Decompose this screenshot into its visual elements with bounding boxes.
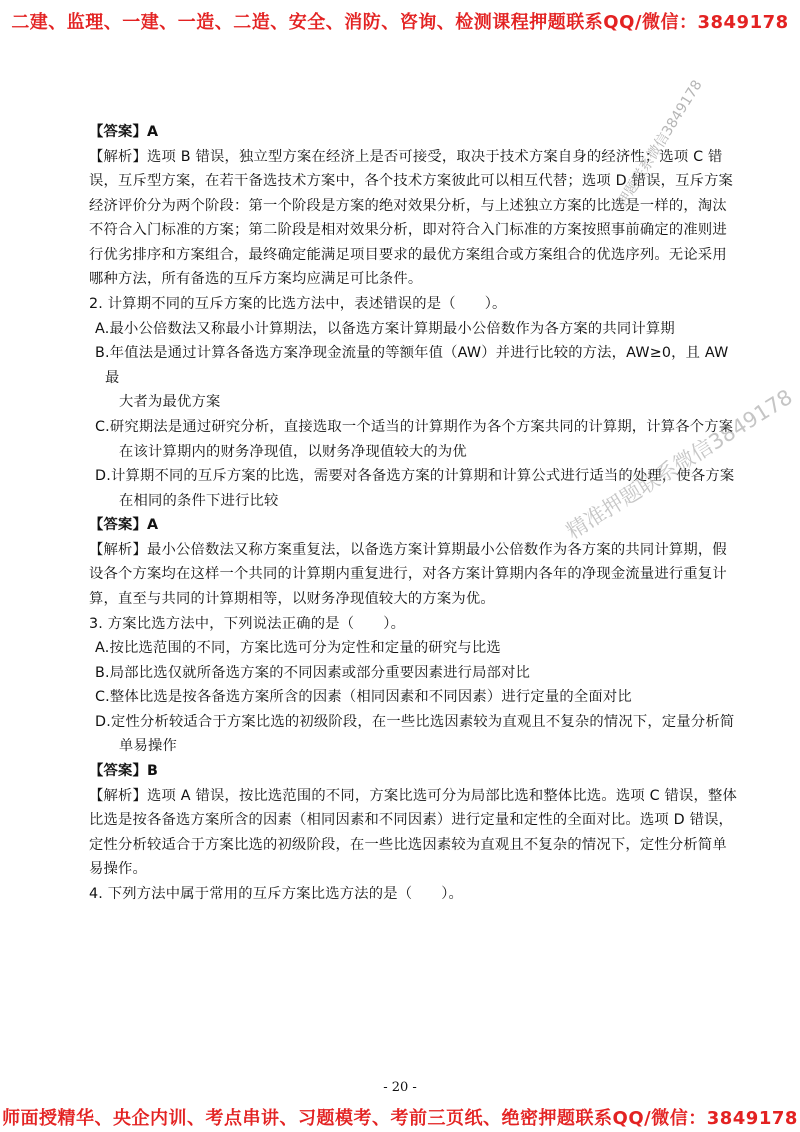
question-4: 4. 下列方法中属于常用的互斥方案比选方法的是（ ）。 (89, 885, 464, 902)
bottom-banner: 师面授精华、央企内训、考点串讲、习题模考、考前三页纸、绝密押题联系QQ/微信：3849178 (2, 1108, 798, 1129)
q3-option-d-line-2: 单易操作 (119, 738, 177, 755)
option-b-line-1: B.年值法是通过计算各备选方案净现金流量的等额年值（AW）并进行比较的方法，AW≥0，且 AW 最 (95, 345, 729, 386)
option-b-line-2: 大者为最优方案 (119, 394, 221, 411)
option-c-line-1: C.研究期法是通过研究分析，直接选取一个适当的计算期作为各个方案共同的计算期，计算各个方案 (95, 418, 734, 435)
explanation-3: 【解析】选项 A 错误，按比选范围的不同，方案比选可分为局部比选和整体比选。选项 C 错误，整体比选是按各备选方案所含的因素（相同因素和不同因素）进行定量和定性的全面对比。选项 D 错误，定性分析较适合于方案比选的初级阶段，在一些比选因素较为直观且不复杂的情况下，定性分析简单易操作。 (89, 787, 738, 878)
question-2-option-a: A.最小公倍数法又称最小计算期法，以备选方案计算期最小公倍数作为各方案的共同计算期 (95, 320, 675, 337)
answer-1: 【答案】A (89, 124, 159, 140)
answer-3: 【答案】B (89, 763, 159, 780)
option-c-line-2: 在该计算期内的财务净现值，以财务净现值较大的为优 (119, 443, 467, 460)
question-3-option-b: B.局部比选仅就所备选方案的不同因素或部分重要因素进行局部对比 (95, 664, 531, 681)
question-3-option-c: C.整体比选是按各备选方案所含的因素（相同因素和不同因素）进行定量的全面对比 (95, 689, 632, 706)
top-banner: 二建、监理、一建、一造、二造、安全、消防、咨询、检测课程押题联系QQ/微信：3849178 (11, 12, 789, 33)
q3-option-d-line-1: D.定性分析较适合于方案比选的初级阶段，在一些比选因素较为直观且不复杂的情况下，定量分析简 (95, 713, 735, 730)
option-d-line-1: D.计算期不同的互斥方案的比选，需要对各备选方案的计算期和计算公式进行适当的处理，使各方案 (95, 468, 735, 485)
question-2-option-b (89, 341, 739, 415)
question-2-option-c (89, 415, 739, 464)
explanation-1: 【解析】选项 B 错误，独立型方案在经济上是否可接受，取决于技术方案自身的经济性；选项 C 错误，互斥型方案，在若干备选技术方案中，各个技术方案彼此可以相互代替；选项 D 错误，互斥方案经济评价分为两个阶段：第一个阶段是方案的绝对效果分析，与上述独立方案的比选是一样的，淘汰不符合入门标准的方案；第二阶段是相对效果分析，即对符合入门标准的方案按照事前确定的准则进行优劣排序和方案组合，最终确定能满足项目要求的最优方案组合或方案组合的优选序列。无论采用哪种方法，所有备选的互斥方案均应满足可比条件。 (89, 148, 734, 288)
question-3-option-d (89, 710, 739, 759)
question-3-option-a: A.按比选范围的不同，方案比选可分为定性和定量的研究与比选 (95, 640, 501, 657)
question-3: 3. 方案比选方法中，下列说法正确的是（ ）。 (89, 615, 406, 632)
watermark: 精准押题联系微信3849178 (562, 384, 797, 544)
answer-2: 【答案】A (89, 517, 159, 534)
page-number: - 20 - (383, 1080, 417, 1095)
watermark-small: 押题联系微信3849178 (614, 77, 706, 211)
explanation-2: 【解析】最小公倍数法又称方案重复法，以备选方案计算期最小公倍数作为各方案的共同计算期，假设各个方案均在这样一个共同的计算期内重复进行，对各方案计算期内各年的净现金流量进行重复计算，直至与共同的计算期相等，以财务净现值较大的方案为优。 (89, 541, 727, 607)
question-2: 2. 计算期不同的互斥方案的比选方法中，表述错误的是（ ）。 (89, 296, 507, 313)
document-body (89, 120, 739, 907)
option-d-line-2: 在相同的条件下进行比较 (119, 492, 279, 509)
